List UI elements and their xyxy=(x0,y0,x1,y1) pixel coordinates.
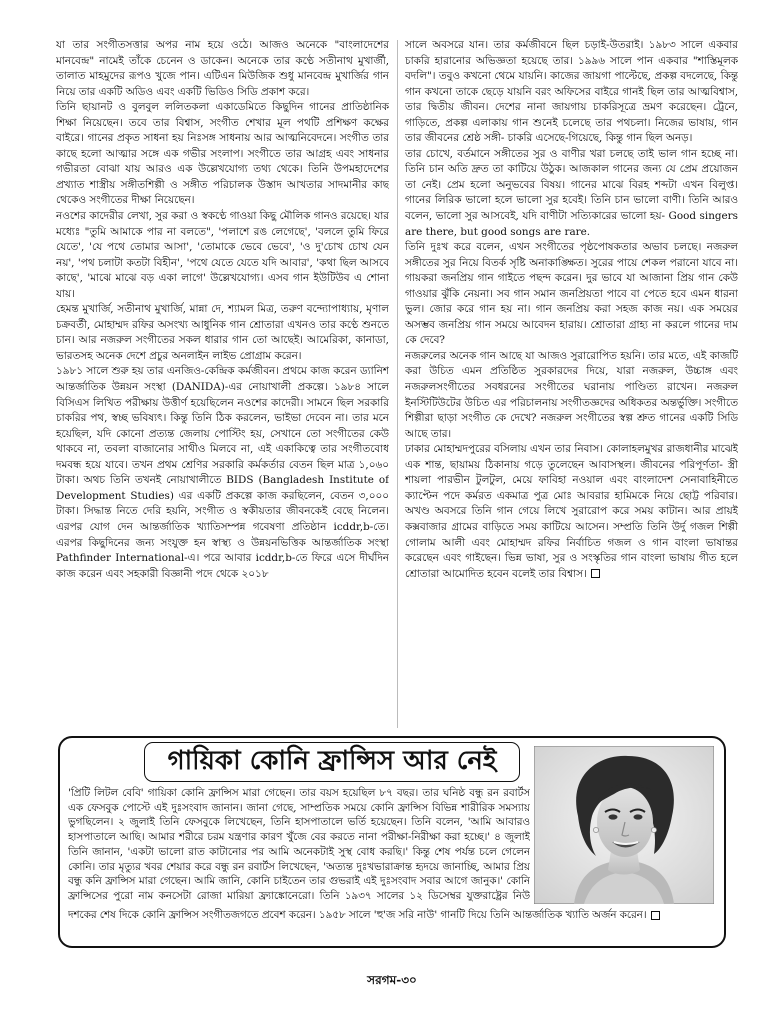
singer-portrait-photo xyxy=(534,746,714,904)
article-paragraph: যা তার সংগীতসত্তার অপর নাম হয়ে ওঠে। আজও অনেকে "বাংলাদেশের মানবেন্দ্র" নামেই তাঁকে চেনেন ও ডাকেন। অনেকে তার কণ্ঠে সতীনাথ মুখার্জী, তালাত মাহমুদের রূপও খুজে পান। এটিএন মিউজিক শুধু মানবেন্দ্র মুখার্জির গান নিয়ে তার একটি অডিও এবং একটি ভিডিও সিডি প্রকাশ করে। xyxy=(56,39,389,98)
obituary-body-continued xyxy=(68,908,718,942)
article-paragraph: হেমন্ত মুখার্জি, সতীনাথ মুখার্জি, মান্না দে, শ্যামল মিত্র, তরুণ বন্দ্যোপাধ্যায়, মৃণাল চক্রবর্তী, মোহাম্মদ রফির অসংখ্য আধুনিক গান শ্রোতারা এখনও তার কণ্ঠে শুনতে চান। আর নজরুল সংগীতের সকল ধারার গান তো আছেই। আমেরিকা, কানাডা, ভারতসহ অনেক দেশে প্রচুর অনলাইন লাইভ প্রোগ্রাম করেন। xyxy=(56,303,389,362)
end-mark-icon xyxy=(591,569,600,578)
article-paragraph: নজরুলের অনেক গান আছে যা আজও সুরারোপিত হয়নি। তার মতে, এই কাজটি করা উচিত এমন প্রতিষ্ঠিত সুরকারদের দিয়ে, যারা নজরুল, উচ্চাঙ্গ এবং নজরুলসংগীতের সবধরনের সংগীতের ঘরানায় পাণ্ডিত্য রাখেন। নজরুল ইনস্টিটিউটের উচিত এর পরিচালনায় সংগীতজ্ঞদের অধিকতর অন্তর্ভুক্তি। সংগীতে শিল্পীরা ছাড়া সংগীত কে দেখে? নজরুল সংগীতের স্বল্প শ্রুত গানের একটি সিডি আছে তার। xyxy=(405,349,738,440)
article-paragraph: নওশের কাদেরীর লেখা, সুর করা ও স্বকণ্ঠে গাওয়া কিছু মৌলিক গানও রয়েছে। যার মধ্যেঃ "তুমি আমাকে পার না বলতে", 'পলাশে রঙ লেগেছে', 'বললে তুমি ফিরে যেতে', 'যে পথে তোমার আসা', 'তোমাকে ভেবে ভেবে', 'ও দু'চোখ চোখ যেন নয়', 'পথ চলাটা কতটা বিহীন', 'পথে যেতে যেতে যদি আবার', 'কথা ছিল আসবে কাছে', 'মাঝে মাঝে বড় একা লাগে' উল্লেখযোগ্য। এসব গান ইউটিউব এ শোনা যায়। xyxy=(56,210,389,300)
obituary-body: 'প্রিটি লিটল বেবি' গায়িকা কোনি ফ্রান্সিস মারা গেছেন। তার বয়স হয়েছিল ৮৭ বছর। তার ঘনিষ্ঠ বন্ধু রন রবার্টস এক ফেসবুক পোস্টে এই দুঃসংবাদ জানান। জানা গেছে, সাম্প্রতিক সময়ে কোনি ফ্রান্সিস বিভিন্ন শারীরিক সমস্যায় ভুগছিলেন। ২ জুলাই তিনি ফেসবুকে লিখেছেন, তিনি হাসপাতালে ভর্তি হয়েছেন। তিনি বলেন, 'আমি আবারও হাসপাতালে আছি। আমার শরীরে চরম যন্ত্রণার কারণ খুঁজে বের করতে নানা পরীক্ষা-নিরীক্ষা করা হচ্ছে।' ৪ জুলাই তিনি জানান, 'একটা ভালো রাত কাটানোর পর আমি অনেকটাই সুস্থ বোধ করছি।' কিন্তু শেষ পর্যন্ত চলে গেলেন কোনি। তার মৃত্যুর খবর শেয়ার করে বন্ধু রন রবার্টস লিখেছেন, 'অত্যন্ত দুঃখভারাক্রান্ত হৃদয়ে জানাচ্ছি, আমার প্রিয় বন্ধু কনি ফ্রান্সিস মারা গেছেন। আমি জানি, কোনি চাইতেন তার গুভরাই এই দুঃসংবাদ সবার আগে জানুক।' কোনি ফ্রান্সিসের পুরো নাম কনসেটা রোজা মারিয়া ফ্র্যাঙ্কোনেরো। তিনি ১৯৩৭ সালের ১২ ডিসেম্বর যুক্তরাষ্ট্রের নিউ xyxy=(68,787,530,902)
obituary-headline: গায়িকা কোনি ফ্রান্সিস আর নেই xyxy=(144,742,520,782)
obituary-box xyxy=(58,736,726,948)
article-right-column xyxy=(405,38,738,728)
article-paragraph: তার চোখে, বর্তমানে সঙ্গীতের সুর ও বাণীর খরা চলছে তাই ভাল গান হচ্ছে না। তিনি চান অতি দ্রুত তা কাটিয়ে উঠুক। আজকাল গানের জন্য যে প্রেম প্রয়োজন তা নেই। প্রেম হলো অনুভবের বিষয়। গানের মাঝে বিরহ শব্দটা এখন বিলুপ্ত। গানের লিরিক ভালো হলে ভালো সুর হবেই। তিনি চান ভালো বাণী। তিনি আরও বলেন, ভালো সুর আসবেই, যদি বাণীটা সত্যিকারের ভালো হয়- Good singers are there, but good songs are rare. xyxy=(405,147,738,238)
article-left-column xyxy=(56,38,389,728)
obituary-tail-text: দশকের শেষ দিকে কোনি ফ্রান্সিস সংগীতজগতে প্রবেশ করেন। ১৯৫৮ সালে 'হু'জ সরি নাউ' গানটি দিয়ে তিনি আন্তর্জাতিক খ্যাতি অর্জন করেন। xyxy=(68,909,647,921)
end-mark-icon xyxy=(651,911,660,920)
article-paragraph-last xyxy=(405,442,738,582)
column-divider xyxy=(397,40,398,728)
article-paragraph: তিনি ছায়ানট ও বুলবুল ললিতকলা একাডেমিতে কিছুদিন গানের প্রাতিষ্ঠানিক শিক্ষা নিয়েছেন। তবে তার বিশ্বাস, সংগীত শেখার মূল পথটি প্রশিক্ষণ কক্ষের বাইরে। গানের প্রকৃত সাধনা হয় নিঃসঙ্গ সাধনায় আর আত্মনিবেদনে। সংগীত তার কাছে হলো আত্মার সঙ্গে এক গভীর সংলাপ। সংগীতে তার আগ্রহ এবং সাধনার গভীরতা বোঝা যায় আরও এক উল্লেখযোগ্য তথ্য থেকে। তিনি উপমহাদেশের প্রখ্যাত শাস্ত্রীয় সঙ্গীতশিল্পী ও সঙ্গীত পরিচালক উস্তাদ আখতার সাদমানীর কাছ থেকেও সংগীতের দীক্ষা নিয়েছেন। xyxy=(56,101,389,207)
article-paragraph: সালে অবসরে যান। তার কর্মজীবনে ছিল চড়াই-উতরাই। ১৯৮৩ সালে একবার চাকরি হারানোর অভিজ্ঞতা হয়েছে তার। ১৯৯৬ সালে পান একবার "শাস্তিমূলক বদলি"। তবুও কখনো থেমে যায়নি। কাজের জায়গা পাল্টেছে, প্রকল্প বদলেছে, কিন্তু গান কখনো তাকে ছেড়ে যায়নি বরং অফিসের বাইরে গানই ছিল তার আত্মবিশ্বাস, তার দ্বিতীয় জীবন। দেশের নানা জায়গায় চাকরিসূত্রে ভ্রমণ করেছেন। ট্রেনে, গাড়িতে, প্রকল্প এলাকায় গান শুনেই চলেছে তার পথচলা। নিজের ভাষায়, গান তার জীবনের শ্রেষ্ঠ সঙ্গী- চাকরি এসেছে-গিয়েছে, কিন্তু গান ছিল অনড়। xyxy=(405,39,738,145)
article-paragraph: তিনি দুঃখ করে বলেন, এখন সংগীতের পৃষ্ঠপোষকতার অভাব চলছে। নজরুল সঙ্গীতের সুর নিয়ে বিতর্ক সৃষ্টি অনাকাঙ্ক্ষিত। সুরের পায়ে শেকল পরানো যাবে না। গায়করা জনপ্রিয় গান গাইতে পছন্দ করেন। দুর ভাবে যা আজানা প্রিয় গান কেউ গাওয়ার ঝুঁকি নেয়না। সব গান সমান জনপ্রিয়তা পাবে বা পেতে হবে এমন ধারনা ভুল। জোর করে গান হয় না। গান জনপ্রিয় করা সহজ কাজ নয়। এক সময়ের অসম্ভব জনপ্রিয় গান সময়ে আবেদন হারায়। শ্রোতারা গ্রাহ্য না করলে গানের দাম কে দেবে? xyxy=(405,241,738,347)
article-paragraph-text: ঢাকার মোহাম্মদপুরের বসিলায় এখন তার নিবাস। কোলাহলমুখর রাজধানীর মাঝেই এক শান্ত, ছায়াময় ঠিকানায় গড়ে তুলেছেন আবাসস্থল। জীবনের পরিপূর্ণতা- স্ত্রী শায়লা পারভীন টুলটুল, মেয়ে ফাবিহা নওয়াল এবং বাংলাদেশ সেনাবাহিনীতে ক্যাপ্টেন পদে কর্মরত একমাত্র পুত্র মোঃ আবরার হামিমকে নিয়ে ছোট্ট পরিবার। অখণ্ড অবসরে তিনি গান গেয়ে লিখে সুরারোপ করে সময় কাটান। আর প্রায়ই কক্সবাজার গ্রামের বাড়িতে সময় কাটিয়ে আসেন। সম্প্রতি তিনি উর্দু গজল শিল্পী গোলাম আলী এবং মোহাম্মদ রফির নির্বাচিত গজল ও গান বাংলা ভাষান্তর করেছেন এবং গাইছেন। ভিন্ন ভাষা, সুর ও সংস্কৃতির গান বাংলা ভাষায় গীত হলে শ্রোতারা আমোদিত হবেন বলেই তার বিশ্বাস। xyxy=(405,443,738,580)
page-footer: সরগম-৩০ xyxy=(367,973,417,987)
article-paragraph: ১৯৮১ সালে শুরু হয় তার এনজিও-কেন্দ্রিক কর্মজীবন। প্রথমে কাজ করেন ড্যানিশ আন্তর্জাতিক উন্নয়ন সংস্থা (DANIDA)-এর নোয়াখালী প্রকল্পে। ১৯৮৪ সালে বিসিএস লিখিত পরীক্ষায় উত্তীর্ণ হয়েছিলেন নওশের কাদেরী। সামনে ছিল সরকারি চাকরির পথ, স্বচ্ছ ভবিষ্যৎ। কিন্তু তিনি ঠিক করলেন, ভাইভা দেবেন না। তার মনে হয়েছিল, যদি কোনো প্রত্যন্ত জেলায় পোস্টিং হয়, সেখানে তো সংগীতের কেউ থাকবে না, তবলা বাজানোর সাথীও মিলবে না, এই একাকিত্বে তার সংগীতবোধ দমবন্ধ হয়ে যাবে। তখন প্রথম শ্রেণির সরকারি কর্মকর্তার বেতন ছিল মাত্র ১,০৬০ টাকা। অথচ তিনি তখনই নোয়াখালীতে BIDS (Bangladesh Institute of Development Studies) এর একটি প্রকল্পে কাজ করছিলেন, বেতন ৩,০০০ টাকা। সিদ্ধান্ত নিতে দেরি হয়নি, সংগীত ও স্বকীয়তার জীবনকেই বেছে নিলেন। এরপর যোগ দেন আন্তর্জাতিক খ্যাতিসম্পন্ন গবেষণা প্রতিষ্ঠান icddr,b-তে। এরপর কিছুদিনের জন্য সংযুক্ত হন স্বাস্থ্য ও উন্নয়নভিত্তিক আন্তর্জাতিক সংস্থা Pathfinder International-এ। পরে আবার icddr,b-তে ফিরে এসে দীর্ঘদিন কাজ করেন এবং সহকারী বিজ্ঞানী পদে থেকে ২০১৮ xyxy=(56,365,389,580)
